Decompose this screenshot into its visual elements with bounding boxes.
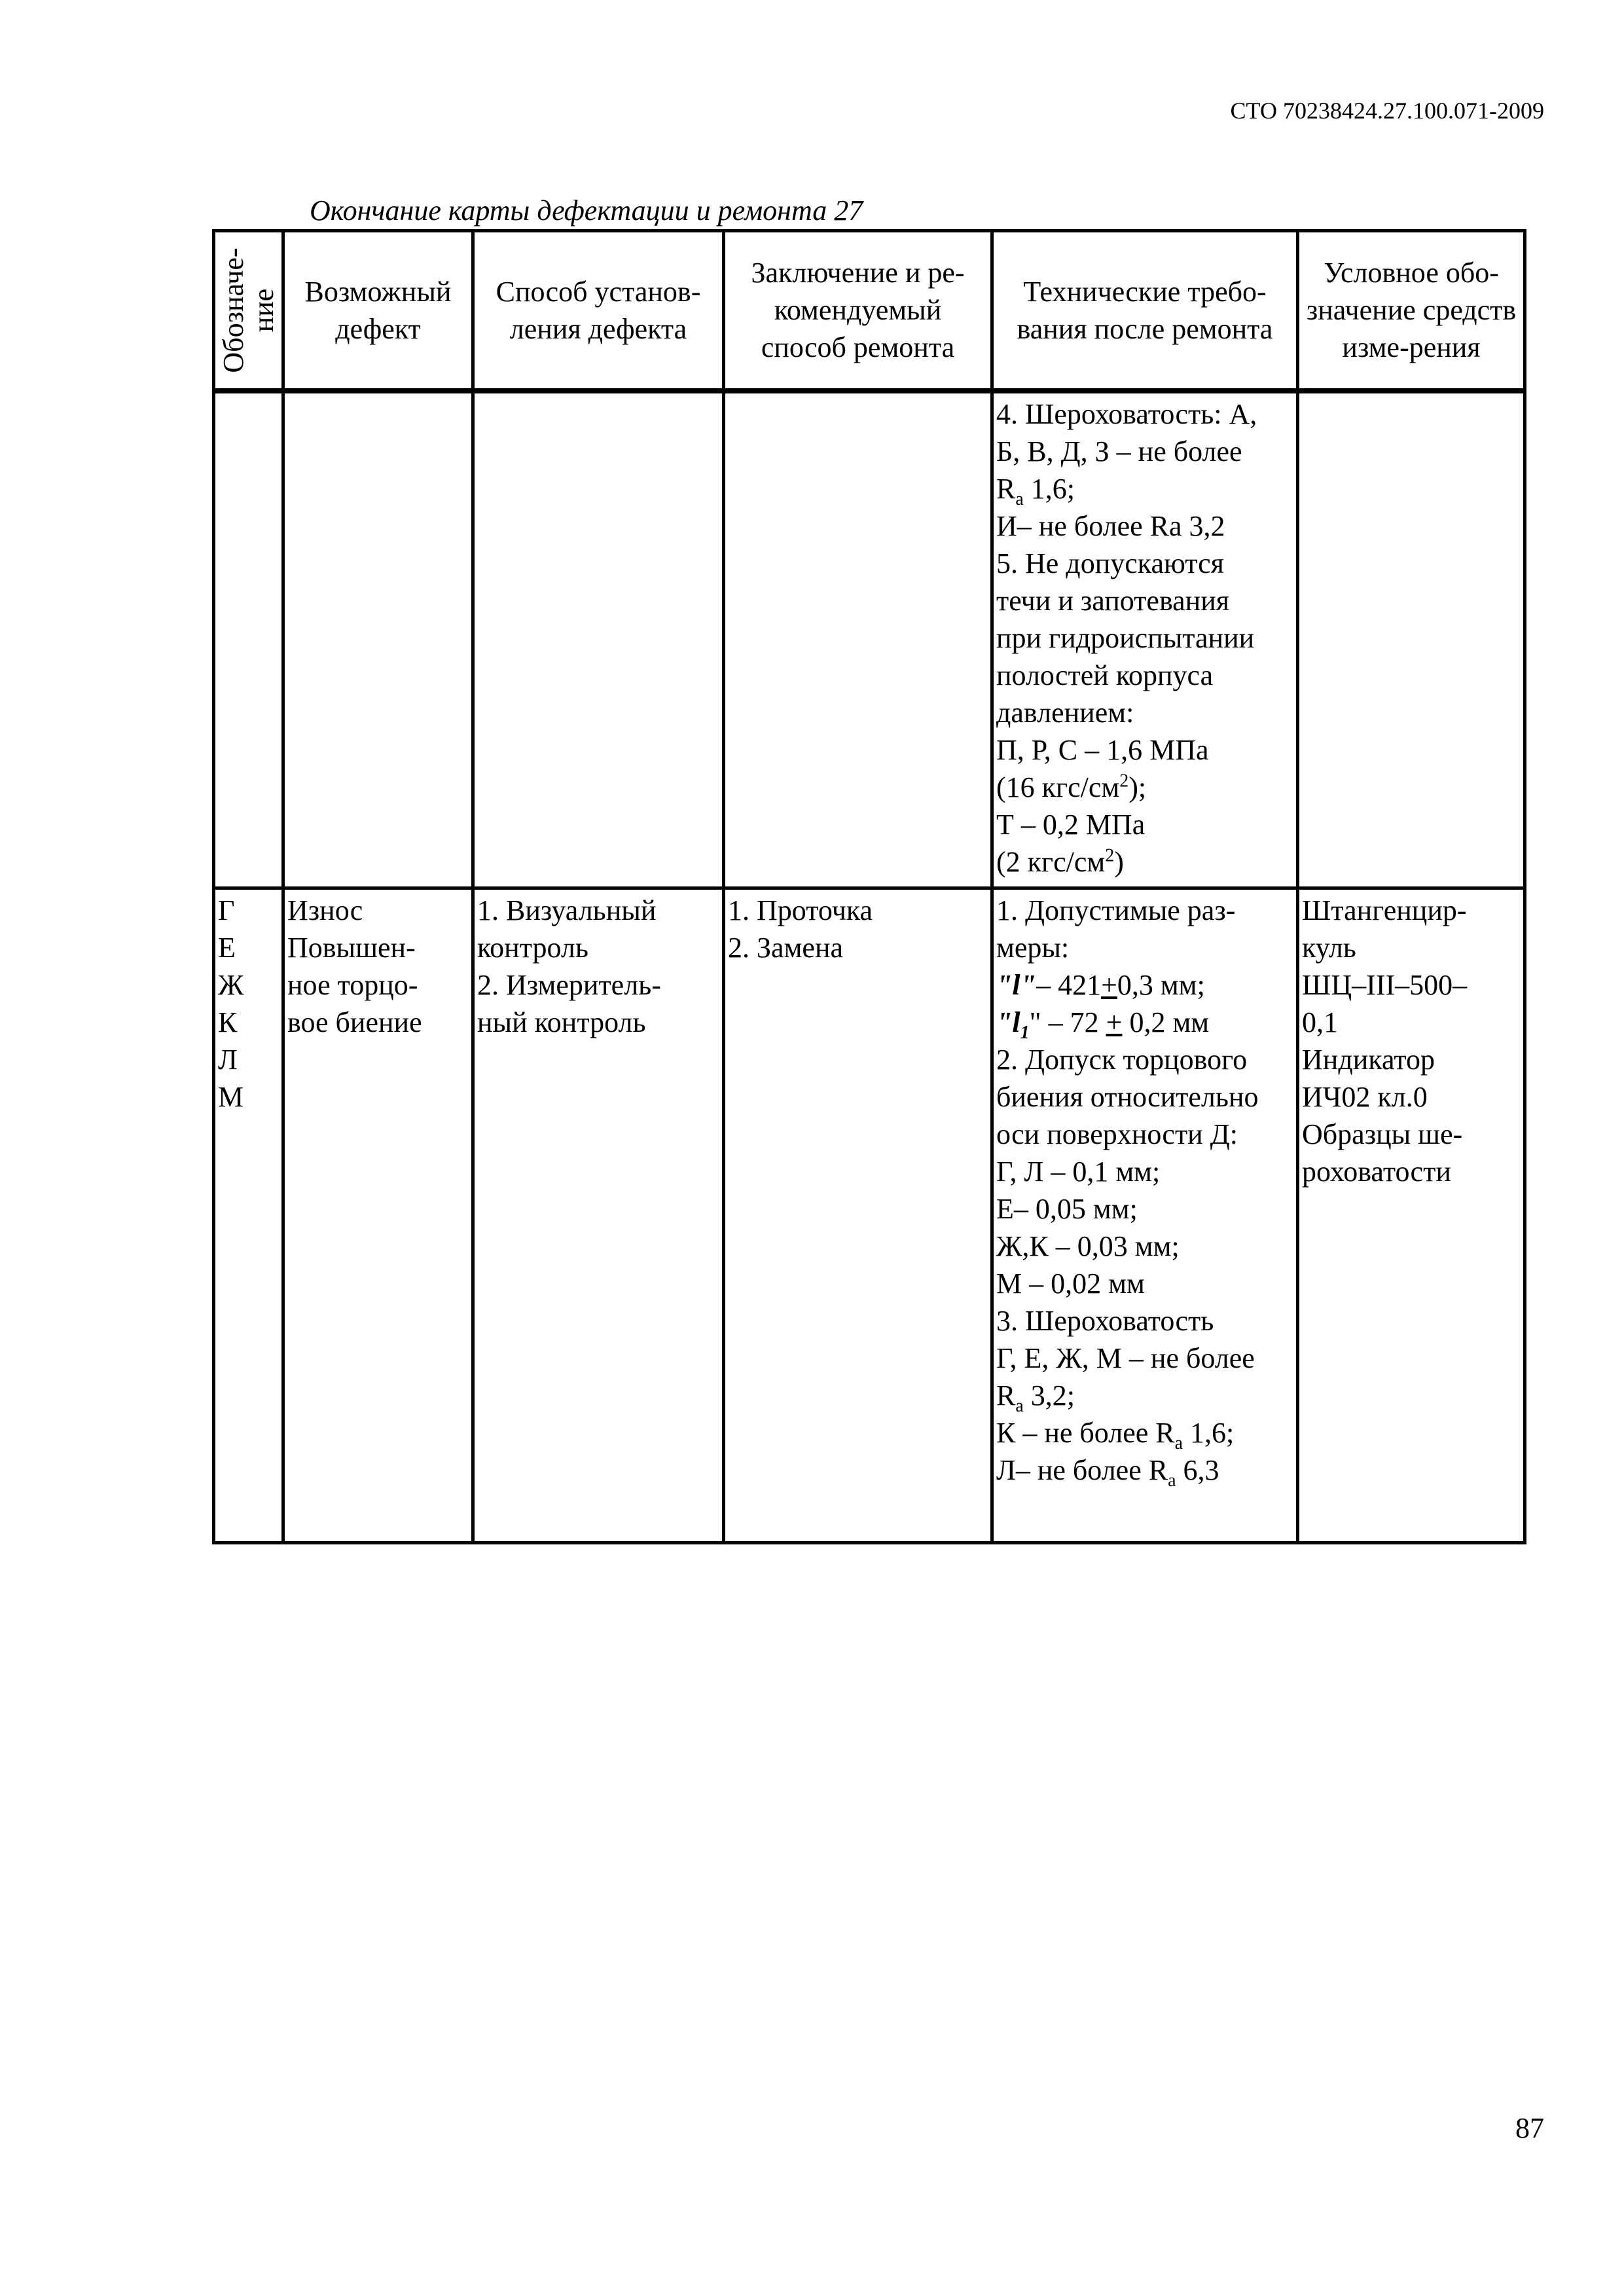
- defect-line: Повышен-: [287, 932, 416, 964]
- req-line: [996, 1004, 1293, 1041]
- instrument-line: куль: [1302, 932, 1356, 964]
- plus-minus-sign: +: [1106, 1006, 1123, 1038]
- instrument-line: Индикатор: [1302, 1044, 1435, 1076]
- dimension-subscript: 1: [1020, 1022, 1030, 1043]
- req-line: 1. Допустимые раз-: [996, 894, 1236, 926]
- req-line: 2. Допуск торцового: [996, 1044, 1248, 1076]
- req-text: – 421: [1036, 969, 1102, 1001]
- req-line: меры:: [996, 932, 1070, 964]
- req-line: М – 0,02 мм: [996, 1267, 1145, 1300]
- row1-requirements-cell: [992, 391, 1298, 888]
- repair-line: 2. Замена: [728, 932, 844, 964]
- req-text: Л– не более R: [996, 1454, 1168, 1486]
- header-designation-text: Обозначе-ние: [217, 247, 280, 373]
- page-number: 87: [1515, 2112, 1544, 2144]
- req-subscript: a: [1015, 1395, 1024, 1416]
- defect-line: вое биение: [287, 1006, 422, 1038]
- designation-letter: М: [218, 1081, 244, 1113]
- req-line: оси поверхности Д:: [996, 1118, 1238, 1150]
- req-line: П, Р, С – 1,6 МПа: [996, 733, 1209, 766]
- req-line: [996, 470, 1293, 507]
- req-line: при гидроиспытании: [996, 621, 1255, 654]
- defect-line: ное торцо-: [287, 969, 418, 1001]
- req-line: [996, 769, 1293, 806]
- designation-letter: Л: [218, 1044, 238, 1076]
- req-text: 0,2 мм: [1122, 1006, 1210, 1038]
- req-line: Г, Л – 0,1 мм;: [996, 1156, 1161, 1188]
- req-line: полостей корпуса: [996, 659, 1214, 691]
- req-text: ): [1114, 845, 1124, 878]
- row2-repair-cell: [724, 888, 992, 1543]
- table-row: [214, 888, 1525, 1543]
- req-line: течи и запотевания: [996, 584, 1229, 617]
- req-text: ": [1029, 1006, 1041, 1038]
- document-code: СТО 70238424.27.100.071-2009: [1230, 98, 1544, 124]
- dimension-symbol: "l": [996, 969, 1037, 1001]
- req-text: 1,6;: [1183, 1417, 1235, 1449]
- method-line: 1. Визуальный: [477, 894, 657, 926]
- designation-letter: К: [218, 1006, 238, 1038]
- repair-line: 1. Проточка: [728, 894, 873, 926]
- req-line: Т – 0,2 МПа: [996, 808, 1146, 841]
- row2-designation-cell: [214, 888, 283, 1543]
- req-line: [996, 966, 1293, 1004]
- req-subscript: a: [1168, 1470, 1176, 1491]
- req-text: R: [996, 1379, 1016, 1412]
- row1-designation-cell: [214, 391, 283, 888]
- req-line: Г, Е, Ж, М – не более: [996, 1342, 1255, 1374]
- header-method: Способ установ-ления дефекта: [473, 231, 724, 391]
- method-line: ный контроль: [477, 1006, 646, 1038]
- instrument-line: Образцы ше-: [1302, 1118, 1463, 1150]
- row2-instruments-cell: [1298, 888, 1525, 1543]
- req-line: биения относительно: [996, 1081, 1259, 1113]
- req-superscript: 2: [1119, 770, 1129, 791]
- method-line: контроль: [477, 932, 588, 964]
- table-row: [214, 391, 1525, 888]
- req-text: 0,3 мм;: [1117, 969, 1205, 1001]
- designation-letter: Ж: [218, 969, 244, 1001]
- req-line: И– не более Ra 3,2: [996, 509, 1225, 542]
- instrument-line: ШЦ–III–500–: [1302, 969, 1468, 1001]
- row2-requirements-cell: [992, 888, 1298, 1543]
- row2-defect-cell: [283, 888, 473, 1543]
- designation-letter: Г: [218, 894, 235, 926]
- req-superscript: 2: [1105, 845, 1115, 866]
- row1-method-cell: [473, 391, 724, 888]
- req-line: [996, 1377, 1293, 1414]
- req-line: Е– 0,05 мм;: [996, 1193, 1138, 1225]
- req-line: 5. Не допускаются: [996, 547, 1224, 579]
- dimension-symbol: "l: [996, 1006, 1020, 1038]
- req-subscript: a: [1174, 1432, 1183, 1453]
- header-instruments: Условное обо-значение средств изме-рения: [1298, 231, 1525, 391]
- req-line: давлением:: [996, 696, 1134, 729]
- header-defect: Возможный дефект: [283, 231, 473, 391]
- plus-minus-sign: +: [1101, 969, 1117, 1001]
- req-text: );: [1128, 771, 1147, 803]
- instrument-line: ИЧ02 кл.0: [1302, 1081, 1428, 1113]
- req-text: (2 кгс/см: [996, 845, 1106, 878]
- req-text: – 72: [1041, 1006, 1106, 1038]
- instrument-line: Штангенцир-: [1302, 894, 1467, 926]
- req-text: 6,3: [1176, 1454, 1219, 1486]
- header-repair: Заключение и ре-комендуемый способ ремонта: [724, 231, 992, 391]
- row1-repair-cell: [724, 391, 992, 888]
- req-line: 4. Шероховатость: А,: [996, 397, 1257, 430]
- req-line: Ж,К – 0,03 мм;: [996, 1230, 1180, 1262]
- req-text: R: [996, 472, 1016, 505]
- row1-defect-cell: [283, 391, 473, 888]
- instrument-line: 0,1: [1302, 1006, 1338, 1038]
- row2-method-cell: [473, 888, 724, 1543]
- req-line: [996, 1451, 1293, 1489]
- req-subscript: a: [1015, 488, 1024, 509]
- defect-line: Износ: [287, 894, 363, 926]
- method-line: 2. Измеритель-: [477, 969, 661, 1001]
- req-line: [996, 843, 1293, 881]
- row1-instruments-cell: [1298, 391, 1525, 888]
- designation-letter: Е: [218, 932, 236, 964]
- header-requirements: Технические требо-вания после ремонта: [992, 231, 1298, 391]
- req-line: [996, 1414, 1293, 1451]
- req-line: 3. Шероховатость: [996, 1305, 1214, 1337]
- req-line: Б, В, Д, З – не более: [996, 435, 1242, 467]
- req-text: 1,6;: [1023, 472, 1075, 505]
- table-header-row: [214, 231, 1525, 391]
- instrument-line: роховатости: [1302, 1156, 1451, 1188]
- table-caption: Окончание карты дефектации и ремонта 27: [310, 194, 863, 227]
- req-text: К – не более R: [996, 1417, 1175, 1449]
- req-text: (16 кгс/см: [996, 771, 1120, 803]
- header-designation: [214, 231, 283, 391]
- req-text: 3,2;: [1023, 1379, 1075, 1412]
- defect-repair-table: [212, 229, 1526, 1544]
